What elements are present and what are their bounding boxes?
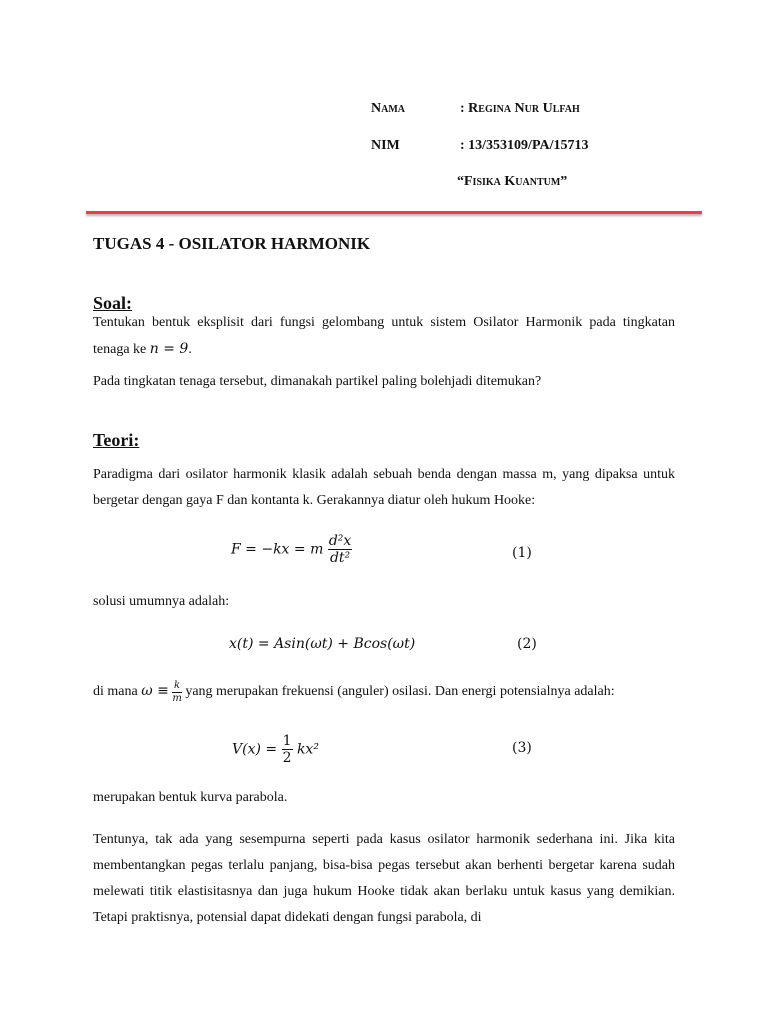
omega-numerator: k: [174, 680, 181, 691]
soal-heading: Soal:: [93, 293, 133, 313]
equation-2-label: (2): [517, 636, 537, 652]
omega-fraction: [172, 680, 181, 704]
equation-3-label: (3): [512, 740, 532, 756]
teori-heading: Teori:: [93, 430, 140, 450]
teori-paragraph-2: solusi umumnya adalah:: [93, 594, 230, 609]
header-divider: [86, 211, 702, 214]
omega-denominator: m: [172, 692, 182, 704]
eq1-lhs: F = −kx = m: [231, 541, 324, 558]
p3-post: yang merupakan frekuensi (anguler) osilasi. Dan energi potensialnya adalah:: [185, 684, 615, 700]
name-value: : Regina Nur Ulfah: [460, 101, 580, 116]
teori-paragraph-5: Tentunya, tak ada yang sesempurna seperti pada kasus osilator harmonik sederhana ini. Jika kita membentangkan pegas terlalu panjang, bisa-bisa pegas tersebut akan berhenti bergetar karena sudah melewati titik elastisitasnya dan juga hukum Hooke tidak akan berlaku untuk kasus yang demikian. Tetapi praktisnya, potensial dapat didekati dengan fungsi parabola, di: [93, 832, 675, 925]
teori-paragraph-1: Paradigma dari osilator harmonik klasik adalah sebuah benda dengan massa m, yang dipaksa untuk bergetar dengan gaya F dan kontanta k. Gerakannya diatur oleh hukum Hooke:: [93, 467, 675, 508]
eq3-numerator: 1: [282, 733, 292, 749]
soal-p1-text: Tentukan bentuk eksplisit dari fungsi gelombang untuk sistem Osilator Harmonik pada tingkatan tenaga ke: [93, 315, 675, 357]
equation-3: [232, 733, 319, 766]
eq3-rhs: kx²: [296, 741, 319, 758]
teori-paragraph-4: merupakan bentuk kurva parabola.: [93, 790, 288, 805]
soal-paragraph-1: Tentukan bentuk eksplisit dari fungsi gelombang untuk sistem Osilator Harmonik pada tingkatan tenaga ke n = 9.: [93, 315, 675, 357]
equation-1: [231, 533, 352, 566]
soal-p1-math: n = 9: [149, 341, 189, 357]
soal-paragraph-2: Pada tingkatan tenaga tersebut, dimanakah partikel paling bolehjadi ditemukan?: [93, 374, 542, 389]
p3-pre: di mana: [93, 684, 138, 700]
name-label: Nama: [371, 101, 405, 116]
document-title: TUGAS 4 - OSILATOR HARMONIK: [93, 234, 371, 253]
nim-label: NIM: [371, 138, 400, 153]
eq3-fraction: [282, 733, 293, 766]
eq1-numerator: d²x: [328, 533, 352, 549]
omega-def: ω ≡: [141, 683, 169, 700]
equation-2: x(t) = Asin(ωt) + Bcos(ωt): [229, 636, 416, 652]
teori-paragraph-3: [93, 680, 615, 704]
eq1-denominator: dt²: [329, 550, 351, 567]
eq3-denominator: 2: [282, 750, 292, 767]
equation-1-label: (1): [512, 545, 532, 561]
nim-value: : 13/353109/PA/15713: [460, 138, 589, 153]
course-title: “Fisika Kuantum”: [457, 174, 568, 189]
eq1-fraction: [328, 533, 352, 566]
eq3-lhs: V(x) =: [232, 741, 278, 758]
